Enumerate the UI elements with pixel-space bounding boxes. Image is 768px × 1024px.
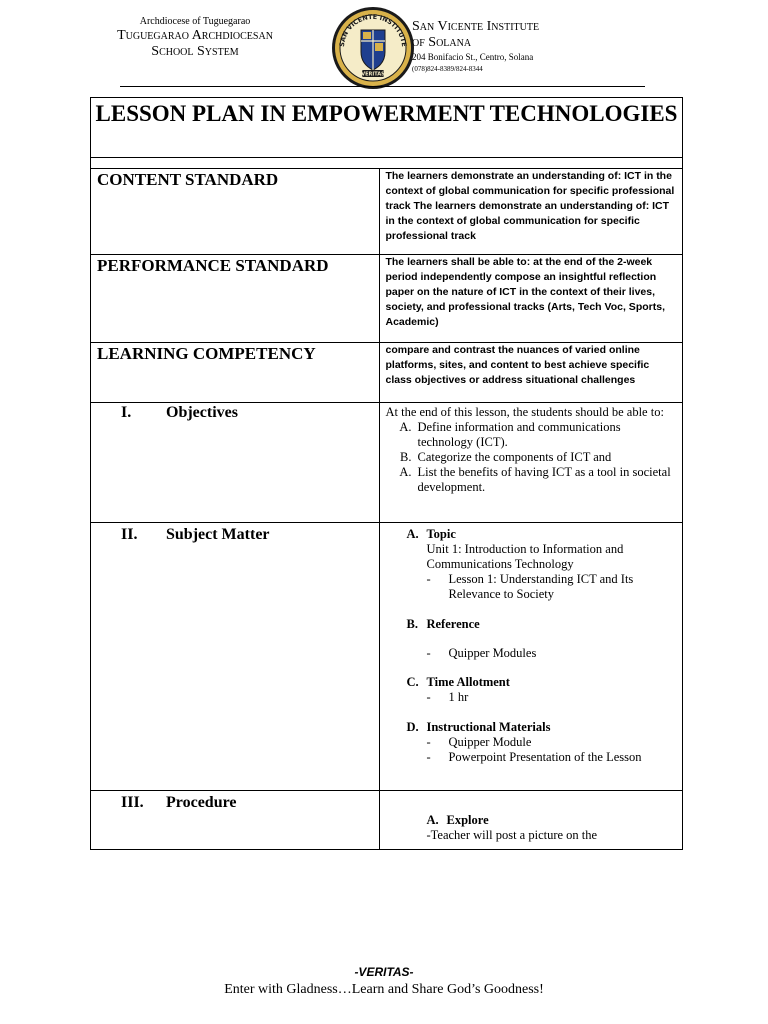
list-item	[385, 420, 678, 450]
school-seal-logo	[331, 6, 415, 90]
list-marker: A.	[406, 527, 419, 541]
content-standard-text: The learners demonstrate an understanding of: ICT in the context of global communication for specific professional track The learners demonstrate an understanding of: ICT in the context of global communication for specific professional track	[380, 169, 683, 255]
seal-motto: VERITAS	[361, 71, 385, 78]
procedure-row	[91, 791, 683, 850]
school-system-line2: School System	[151, 44, 239, 59]
objectives-number: I.	[121, 404, 132, 421]
topic-lesson: Lesson 1: Understanding ICT and Its Relevance to Society	[448, 572, 634, 601]
diocese-header	[60, 16, 330, 60]
material-text: Quipper Module	[448, 735, 532, 749]
explore-heading	[426, 813, 678, 828]
school-name-line1: San Vicente Institute	[412, 19, 540, 34]
spacer-row	[91, 158, 683, 169]
objectives-intro: At the end of this lesson, the students should be able to:	[385, 405, 664, 419]
subject-matter-content	[380, 523, 683, 791]
list-marker: A.	[399, 420, 412, 434]
list-marker: A.	[426, 813, 439, 827]
topic-heading	[406, 527, 678, 542]
school-address: 204 Bonifacio St., Centro, Solana	[412, 52, 534, 62]
list-item: - Quipper Modules	[426, 646, 537, 660]
time-allotment-heading	[406, 675, 678, 690]
performance-standard-row	[91, 255, 683, 343]
objectives-heading	[91, 403, 380, 523]
objectives-content	[380, 403, 683, 523]
objectives-label: Objectives	[166, 404, 238, 421]
material-text: Powerpoint Presentation of the Lesson	[448, 750, 642, 764]
materials-label: Instructional Materials	[426, 720, 551, 734]
learning-competency-row	[91, 343, 683, 403]
list-item: - 1 hr	[426, 690, 469, 704]
time-allotment-label: Time Allotment	[426, 675, 510, 689]
list-item	[385, 465, 678, 495]
reference-label: Reference	[426, 617, 480, 631]
learning-competency-text: compare and contrast the nuances of varied online platforms, sites, and content to best achieve specific class objectives or address situational challenges	[380, 343, 683, 403]
list-marker: A.	[399, 465, 412, 479]
school-system-line1: Tuguegarao Archdiocesan	[117, 28, 273, 43]
subject-matter-heading	[91, 523, 380, 791]
list-marker: B.	[400, 450, 412, 464]
materials-heading	[406, 720, 678, 735]
content-standard-row	[91, 169, 683, 255]
list-marker: B.	[406, 617, 418, 631]
footer-motto: Enter with Gladness…Learn and Share God’s Goodness!	[224, 982, 544, 997]
reference-text: Quipper Modules	[448, 646, 537, 660]
list-item: - Quipper Module	[426, 735, 532, 749]
topic-text: Unit 1: Introduction to Information and Communications Technology	[426, 542, 624, 571]
school-header	[412, 19, 539, 74]
school-phone: (078)824-8389/824-8344	[412, 65, 483, 73]
reference-heading	[406, 617, 678, 632]
procedure-heading	[91, 791, 380, 850]
procedure-content	[380, 791, 683, 850]
seal-ring-text: SAN VICENTE INSTITUTE	[337, 12, 409, 48]
objective-text: Define information and communications technology (ICT).	[417, 420, 621, 449]
performance-standard-label: PERFORMANCE STANDARD	[91, 255, 380, 343]
subject-matter-label: Subject Matter	[166, 526, 270, 543]
subject-matter-row	[91, 523, 683, 791]
performance-standard-text: The learners shall be able to: at the end of the 2-week period independently compose an insightful reflection paper on the nature of ICT in the context of their lives, society, and professional tracks (Arts, Tech Voc, Sports, Academic)	[380, 255, 683, 343]
procedure-label: Procedure	[166, 794, 237, 811]
topic-label: Topic	[426, 527, 456, 541]
time-allotment-text: 1 hr	[448, 690, 469, 704]
list-marker: D.	[406, 720, 419, 734]
objective-text: Categorize the components of ICT and	[417, 450, 612, 464]
archdiocese-name: Archdiocese of Tuguegarao	[139, 16, 251, 27]
explore-label: Explore	[446, 813, 489, 827]
list-marker: C.	[406, 675, 419, 689]
lesson-plan-title: LESSON PLAN IN EMPOWERMENT TECHNOLOGIES	[91, 98, 683, 158]
list-item: - Lesson 1: Understanding ICT and Its Relevance to Society	[406, 572, 678, 602]
objectives-row	[91, 403, 683, 523]
content-standard-label: CONTENT STANDARD	[91, 169, 380, 255]
footer-veritas: -VERITAS-	[354, 965, 414, 979]
objectives-list	[385, 420, 678, 495]
objective-text: List the benefits of having ICT as a tool in societal development.	[417, 465, 671, 494]
explore-text: -Teacher will post a picture on the	[426, 828, 598, 842]
school-name-line2: of Solana	[412, 35, 472, 50]
list-item	[385, 450, 678, 465]
subject-matter-number: II.	[121, 526, 138, 543]
header-divider	[120, 86, 645, 87]
lesson-plan-table	[90, 97, 683, 850]
list-item: - Powerpoint Presentation of the Lesson	[426, 750, 642, 764]
learning-competency-label: LEARNING COMPETENCY	[91, 343, 380, 403]
procedure-number: III.	[121, 794, 144, 811]
